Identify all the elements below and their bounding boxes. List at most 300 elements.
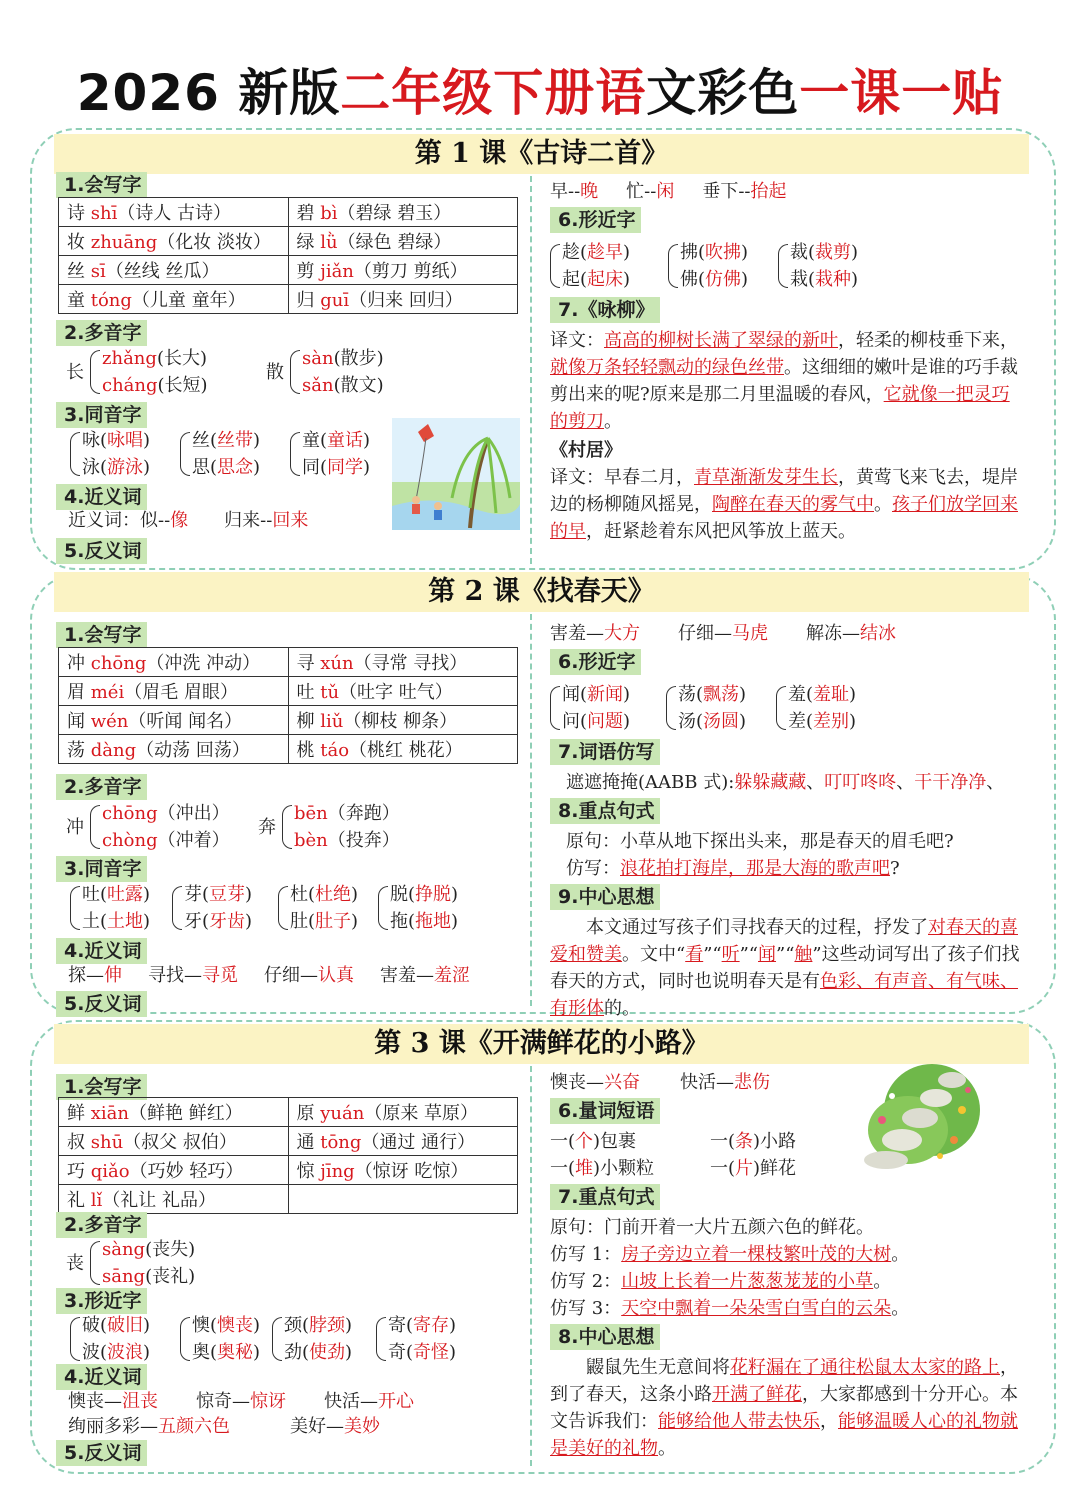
write-cell [59,227,289,256]
brace-icon [668,244,678,288]
brace-item: 懊(懊丧) [192,1315,261,1336]
write-pinyin: jīng [320,1161,355,1182]
brace-item: 差(差别) [788,711,857,732]
lesson1-poly-title: 2.多音字 [56,320,147,346]
imit-answer: 房子旁边立着一棵枝繁叶茂的大树 [621,1244,892,1265]
group-char: 破 [82,1315,100,1336]
poem-text: 。 [874,494,892,515]
group-char: 肚 [290,911,308,932]
group-word: 仿佛 [705,269,742,290]
imit-lead: 仿写 1： [550,1244,622,1265]
brace-icon [272,1317,282,1361]
group-word: 脖颈 [309,1315,346,1336]
brace-item: 童(童话) [302,430,371,451]
write-row [59,706,518,735]
write-pinyin: sī [90,261,106,282]
group-char: 奇 [388,1342,406,1363]
write-pinyin: lǐ [90,1190,103,1211]
write-char: 鲜 [67,1103,85,1124]
group-char: 杜 [290,884,308,905]
pair-word: 美好— [290,1416,344,1437]
idea-text: ， [820,1411,838,1432]
write-pinyin: dàng [90,740,137,761]
idea-text: 。 [658,1438,676,1459]
group-char: 荡 [678,684,696,705]
lesson1-poem2-text [550,464,1020,545]
pair-word: 害羞— [550,623,604,644]
brace-item: 同(同学) [302,457,371,478]
brace-item [102,1236,195,1263]
lesson1-poem1-title: 7.《咏柳》 [550,297,660,323]
mw-pre: 一( [550,1158,576,1179]
write-char: 剪 [296,261,315,282]
imit-answer: 浪花拍打海岸，那是大海的歌声吧 [620,858,890,879]
write-cell [288,285,518,314]
group-word: 游泳 [107,457,144,478]
write-pinyin: zhuāng [90,232,158,253]
idea-verb: 听 [721,944,740,965]
group-char: 奥 [192,1342,210,1363]
write-words: （寻常 寻找） [353,653,468,674]
pair-answer: 闲 [656,181,675,202]
lesson3-mw-title: 6.量词短语 [550,1098,660,1124]
group-word: 童话 [327,430,364,451]
brace-item: 奇(奇怪) [388,1342,457,1363]
poly-pinyin: chòng [102,830,158,851]
group-char: 童 [302,430,320,451]
poly-pinyin: bēn [294,803,328,824]
pair-word: 仔细— [678,623,732,644]
write-words: （鲜艳 鲜红） [128,1103,243,1124]
poem-key: 它就像一把灵巧的剪刀 [550,384,1010,432]
lesson3-sent-title: 7.重点句式 [550,1184,660,1210]
write-cell [288,735,518,764]
write-row [59,285,518,314]
write-char: 诗 [67,203,85,224]
title-part3: 文彩色 [646,64,800,122]
brace-item: 咏(咏唱) [82,430,151,451]
lesson2-syn-title: 4.近义词 [56,938,147,964]
imit-sep: 、 [896,772,915,793]
write-cell [59,706,289,735]
brace-item: 丝(丝带) [192,430,261,451]
write-cell [59,1156,289,1185]
imit-answer: 天空中飘着一朵朵雪白雪白的云朵 [621,1298,892,1319]
brace-icon [90,805,100,849]
poly-word: （冲着） [157,830,230,851]
brace-item [294,827,400,854]
lesson2-imit-title: 7.词语仿写 [550,739,660,765]
idea-quote: ”“ [703,944,722,965]
imit-word: 干干净净 [914,772,987,793]
group-char: 波 [82,1342,100,1363]
lesson2-ant-title: 5.反义词 [56,991,147,1017]
group-word: 羞耻 [813,684,850,705]
brace-item: 寄(寄存) [388,1315,457,1336]
lesson2-poly-title: 2.多音字 [56,774,147,800]
brace-item: 汤(汤圆) [678,711,747,732]
poly-word: (长大) [156,348,207,369]
poly-pinyin: sāng [102,1266,146,1287]
lesson3-divider [530,1066,532,1466]
brace-item: 荡(飘荡) [678,684,747,705]
group-word: 肚子 [315,911,352,932]
poem-text: ，黄莺飞来飞去，堤岸边的杨柳随风摇晃， [550,467,1018,515]
lesson2-homo-title: 3.同音字 [56,856,147,882]
lesson3-syn-line1 [68,1389,414,1415]
brace-item [102,345,207,372]
write-words: （眉毛 眉眼） [124,682,238,703]
pair-word: 快活— [680,1072,734,1093]
write-char: 巧 [67,1161,85,1182]
poem-text: 。 [604,411,622,432]
idea-key: 对春天的喜爱和赞美 [550,917,1018,965]
write-cell [288,1098,518,1127]
lesson3-idea-text [550,1354,1020,1462]
idea-text: 的。 [604,998,640,1019]
group-char: 佛 [680,269,698,290]
measure-phrase [710,1128,796,1155]
poly-word: (丧失) [145,1239,196,1260]
write-cell [59,198,289,227]
group-char: 问 [562,711,580,732]
lesson3-sent-imit1 [550,1241,1020,1268]
group-word: 裁剪 [815,242,852,263]
write-pinyin: shī [90,203,118,224]
group-char: 拖 [390,911,408,932]
write-words: （归来 回归） [349,290,463,311]
group-char: 咏 [82,430,100,451]
poem-lead: 译文： [550,330,604,351]
write-row [59,1098,518,1127]
mw-answer: 堆 [575,1158,594,1179]
write-char: 绿 [296,232,315,253]
imit-answer: 山坡上长着一片葱葱茏茏的小草 [621,1271,874,1292]
write-pinyin: xún [320,653,354,674]
idea-key: 能够温暖人心的礼物就是美好的礼物 [550,1411,1018,1459]
write-row [59,735,518,764]
poem-key: 高高的柳树长满了翠绿的新叶 [604,330,838,351]
write-cell [59,735,289,764]
write-words: （儿童 童年） [131,290,246,311]
group-char: 泳 [82,457,100,478]
write-pinyin: guī [320,290,350,311]
lesson2-heading: 第 2 课《找春天》 [54,572,1029,612]
group-word: 奇怪 [413,1342,450,1363]
pair-answer: 认真 [318,965,354,986]
lesson1-syn-title: 4.近义词 [56,484,147,510]
group-char: 汤 [678,711,696,732]
pair-word: 害羞— [380,965,434,986]
poly-char: 长 [66,362,84,383]
group-char: 思 [192,457,210,478]
brace-item: 佛(仿佛) [680,269,749,290]
group-word: 起床 [587,269,624,290]
brace-icon [70,432,80,476]
pair-answer: 大方 [604,623,640,644]
poly-char: 奔 [258,817,276,838]
group-char: 寄 [388,1315,406,1336]
idea-text: 鼹鼠先生无意间将 [586,1357,730,1378]
write-cell [59,1127,289,1156]
mw-answer: 个 [575,1131,594,1152]
write-pinyin: yuán [320,1103,365,1124]
write-cell [59,256,289,285]
brace-item: 劲(使劲) [284,1342,353,1363]
brace-item [102,800,230,827]
lesson3-syn-title: 4.近义词 [56,1364,147,1390]
group-word: 破旧 [107,1315,144,1336]
lesson2-sent-title: 8.重点句式 [550,798,660,824]
write-words: （柳枝 柳条） [343,711,458,732]
lesson2-write-table [58,647,518,764]
group-word: 寄存 [413,1315,450,1336]
lesson1-write-table [58,197,518,314]
write-pinyin: shū [90,1132,124,1153]
write-char: 妆 [67,232,85,253]
poly-pinyin: sàng [102,1239,146,1260]
brace-item [102,1263,195,1290]
brace-item: 杜(杜绝) [290,884,359,905]
imit-end: 。 [891,1298,910,1319]
group-char: 同 [302,457,320,478]
poly-char: 丧 [66,1253,84,1274]
pair-word: 绚丽多彩— [68,1416,158,1437]
write-char: 冲 [67,653,85,674]
group-word: 土地 [107,911,144,932]
brace-icon [290,432,300,476]
title-part4: 一课一贴 [799,64,1004,122]
group-char: 丝 [192,430,210,451]
pair-word: 惊奇— [196,1391,250,1412]
syn-label: 近义词： [68,510,140,531]
brace-item: 闻(新闻) [562,684,631,705]
lesson1-homo-title: 3.同音字 [56,402,147,428]
poem-key: 陶醉在春天的雾气中 [712,494,874,515]
write-cell [59,1185,289,1214]
pair-answer: 马虎 [732,623,768,644]
brace-item [302,345,384,372]
group-word: 牙齿 [209,911,246,932]
group-char: 懊 [192,1315,210,1336]
write-words: （原来 草原） [364,1103,479,1124]
mw-post: )鲜花 [753,1158,797,1179]
pair-answer: 悲伤 [734,1072,770,1093]
poem-lead: 译文：早春二月， [550,467,694,488]
pair-word: 懊丧— [550,1072,604,1093]
pair-answer: 羞涩 [434,965,470,986]
lesson2-syn-line [68,963,470,989]
lesson1-ant-line [550,178,1020,205]
mw-answer: 片 [735,1158,754,1179]
idea-text: 。文中“ [622,944,686,965]
brace-icon [378,886,388,930]
brace-icon [172,886,182,930]
idea-verb: 闻 [758,944,777,965]
lesson3-poly-title: 2.多音字 [56,1212,147,1238]
idea-verb: 触 [794,944,813,965]
group-word: 拖地 [415,911,452,932]
lesson3-ant-line [550,1069,1020,1096]
write-pinyin: chōng [90,653,147,674]
write-cell [288,1156,518,1185]
lesson2-ant-line [550,620,1020,647]
pair-answer: 抬起 [750,181,787,202]
group-char: 劲 [284,1342,302,1363]
write-pinyin: liǔ [320,711,344,732]
pair-word: 探— [68,965,104,986]
lesson2-sent-orig: 原句：小草从地下探出头来，那是春天的眉毛吧? [566,831,954,852]
write-cell [288,648,518,677]
syn-answer: 回来 [272,510,309,531]
lesson3-right-column [550,1069,1020,1462]
write-words: （丝线 丝瓜） [105,261,220,282]
pair-word: 快活— [324,1391,378,1412]
write-row [59,1156,518,1185]
lesson1-poem1-text [550,327,1020,435]
poly-pinyin: zhǎng [102,348,157,369]
poly-word: (散文) [333,375,384,396]
poly-word: （奔跑） [327,803,400,824]
mw-pre: 一( [710,1158,736,1179]
brace-item: 拖(拖地) [390,911,459,932]
poem-text: 。这细细的嫩叶是谁的巧手裁剪出来的呢?原来是那二月里温暖的春风， [550,357,1018,405]
lesson3-ant-title: 5.反义词 [56,1440,147,1466]
group-word: 丝带 [217,430,254,451]
pair-answer: 兴奋 [604,1072,640,1093]
group-char: 牙 [184,911,202,932]
brace-icon [90,1241,100,1285]
measure-phrase [550,1128,636,1155]
brace-item: 芽(豆芽) [184,884,253,905]
write-char: 叔 [67,1132,85,1153]
lesson1-heading: 第 1 课《古诗二首》 [54,134,1029,174]
lesson1-poem2-title: 《村居》 [550,440,622,461]
lesson3-sent-orig: 原句：门前开着一大片五颜六色的鲜花。 [550,1217,874,1238]
brace-item: 羞(羞耻) [788,684,857,705]
write-pinyin: tǔ [320,682,340,703]
pair-word: 解冻— [806,623,860,644]
write-char: 童 [67,290,85,311]
group-word: 奥秘 [217,1342,254,1363]
lesson1-near-block [550,237,1020,295]
pair-answer: 开心 [378,1391,414,1412]
write-char: 礼 [67,1190,85,1211]
write-cell [288,1127,518,1156]
idea-key: 开满了鲜花 [712,1384,802,1405]
pair-word: 忙-- [626,181,657,202]
group-char: 吐 [82,884,100,905]
poly-word: （投奔） [327,830,400,851]
write-words: （绿色 碧绿） [337,232,452,253]
group-word: 懊丧 [217,1315,254,1336]
write-cell [288,1185,518,1214]
measure-phrase [550,1155,654,1182]
imit-end: 。 [891,1244,910,1265]
write-char: 原 [296,1103,315,1124]
write-words: （惊讶 吃惊） [354,1161,469,1182]
write-words: （诗人 古诗） [117,203,232,224]
write-words: （听闻 闻名） [128,711,243,732]
brace-item: 拂(吹拂) [680,242,749,263]
lesson2-idea-text [550,914,1020,1022]
lesson1-right-column [550,178,1020,545]
write-pinyin: jiǎn [320,261,354,282]
write-char: 眉 [67,682,85,703]
write-words: （巧妙 轻巧） [129,1161,244,1182]
group-char: 栽 [790,269,808,290]
lesson3-syn-line2 [68,1414,380,1440]
lesson3-near-title: 3.形近字 [56,1288,147,1314]
poly-word: (散步) [333,348,384,369]
imit-end: 。 [873,1271,892,1292]
idea-quote: ”“ [776,944,795,965]
lesson3-write-table [58,1097,518,1214]
pair-word: 早-- [550,181,581,202]
brace-item: 起(起床) [562,269,631,290]
imit-sep: 、 [806,772,825,793]
lesson2-near-title: 6.形近字 [550,649,641,675]
brace-item: 栽(栽种) [790,269,859,290]
write-char: 寻 [296,653,315,674]
brace-icon [778,244,788,288]
group-char: 羞 [788,684,806,705]
syn-word: 归来-- [224,510,273,531]
pair-answer: 寻觅 [202,965,238,986]
imit-word: 叮叮咚咚 [824,772,897,793]
brace-icon [70,886,80,930]
group-word: 咏唱 [107,430,144,451]
brace-icon [70,1317,80,1361]
brace-icon [180,1317,190,1361]
lesson3-mw-block [550,1128,1020,1182]
write-row [59,1127,518,1156]
brace-item: 泳(游泳) [82,457,151,478]
pair-word: 垂下-- [702,181,751,202]
brace-item: 趁(趁早) [562,242,631,263]
write-row [59,1185,518,1214]
idea-verb: 看 [685,944,704,965]
lesson1-write-title: 1.会写字 [56,172,147,198]
brace-icon [776,686,786,730]
brace-icon [376,1317,386,1361]
idea-text: ，大家都感到十分开心。本文告诉我们： [550,1384,1018,1432]
write-cell [288,677,518,706]
imit-lead: 仿写： [566,858,620,879]
group-word: 挣脱 [415,884,452,905]
idea-text: ，到了春天，这条小路 [550,1357,1018,1405]
write-cell [288,256,518,285]
brace-item: 破(破旧) [82,1315,151,1336]
measure-phrase [710,1155,796,1182]
write-char: 柳 [296,711,315,732]
pair-answer: 沮丧 [122,1391,158,1412]
write-words: （碧绿 碧玉） [337,203,452,224]
group-word: 趁早 [587,242,624,263]
write-pinyin: tóng [90,290,132,311]
write-char: 丝 [67,261,85,282]
brace-item: 吐(吐露) [82,884,151,905]
poem-text: ，赶紧趁着东风把风筝放上蓝天。 [586,521,856,542]
write-cell [288,706,518,735]
poly-word: (长短) [157,375,208,396]
idea-key: 色彩、有声音、有气味、有形体 [550,971,1018,1019]
group-word: 差别 [813,711,850,732]
lesson2-idea-title: 9.中心思想 [550,884,660,910]
page-title [0,58,1080,128]
group-word: 栽种 [815,269,852,290]
pair-answer: 伸 [104,965,122,986]
